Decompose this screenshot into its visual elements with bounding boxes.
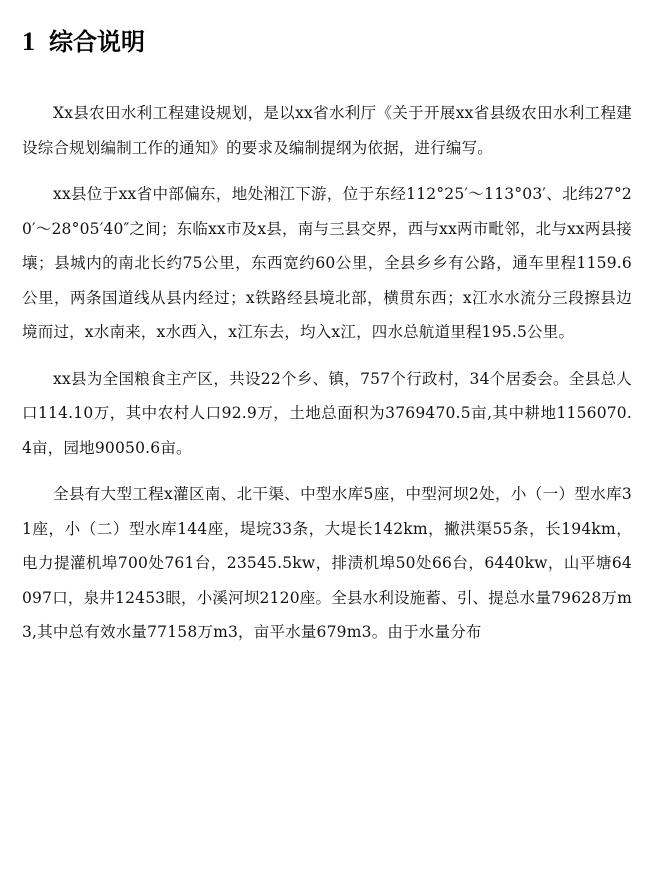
section-heading [22, 22, 632, 66]
paragraph-location: xx县位于xx省中部偏东，地处湘江下游，位于东经112°25′～113°03′、北纬27°20′～28°05′40″之间；东临xx市及x县，南与三县交界，西与xx两市毗邻，北与xx两县接壤；县城内的南北长约75公里，东西宽约60公里，全县乡乡有公路，通车里程1159.6公里，两条国道线从县内经过；x铁路经县境北部，横贯东西；x江水水流分三段擦县边境而过，x水南来，x水西入，x江东去，均入x江，四水总航道里程195.5公里。 [22, 185, 632, 341]
paragraph-facilities: 全县有大型工程x灌区南、北干渠、中型水库5座，中型河坝2处，小（一）型水库31座，小（二）型水库144座，堤垸33条，大堤长142km，撇洪渠55条，长194km，电力提灌机埠700处761台，23545.5kw，排渍机埠50处66台，6440kw，山平塘64097口，泉井12453眼，小溪河坝2120座。全县水利设施蓄、引、提总水量79628万m3,其中总有效水量77158万m3，亩平水量679m3。由于水量分布 [22, 485, 632, 641]
document-body [22, 96, 632, 650]
paragraph-population: xx县为全国粮食主产区，共设22个乡、镇，757个行政村，34个居委会。全县总人口114.10万，其中农村人口92.9万，土地总面积为3769470.5亩,其中耕地1156070.4亩，园地90050.6亩。 [22, 369, 632, 457]
section-title: 综合说明 [49, 27, 145, 56]
section-number: 1 [22, 27, 35, 56]
paragraph-basis: Xx县农田水利工程建设规划，是以xx省水利厅《关于开展xx省县级农田水利工程建设综合规划编制工作的通知》的要求及编制提纲为依据，进行编写。 [22, 104, 632, 157]
